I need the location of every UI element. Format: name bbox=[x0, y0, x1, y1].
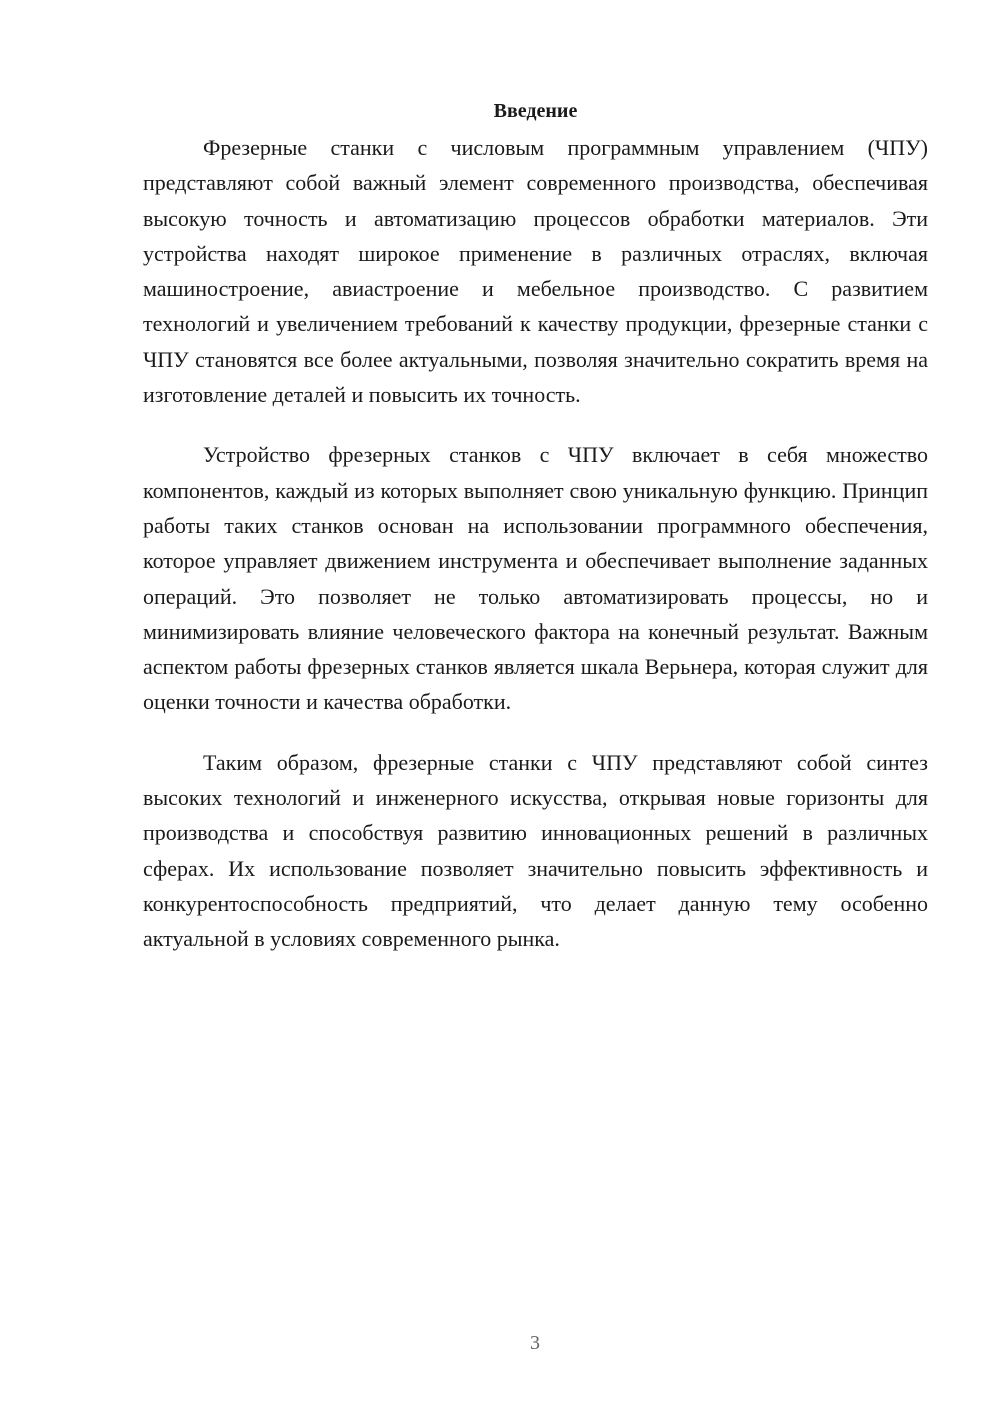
section-title: Введение bbox=[493, 100, 578, 122]
paragraph-design: Устройство фрезерных станков с ЧПУ включает в себя множество компонентов, каждый из которых выполняет свою уникальную функцию. Принцип работы таких станков основан на использовании программного обеспечения, которое управляет движением инструмента и обеспечивает выполнение заданных операций. Это позволяет не только автоматизировать процессы, но и минимизировать влияние человеческого фактора на конечный результат. Важным аспектом работы фрезерных станков является шкала Верьнера, которая служит для оценки точности и качества обработки. bbox=[143, 442, 928, 715]
page-number: 3 bbox=[530, 1332, 540, 1354]
paragraph-conclusion: Таким образом, фрезерные станки с ЧПУ представляют собой синтез высоких технологий и инженерного искусства, открывая новые горизонты для производства и способствуя развитию инновационных решений в различных сферах. Их использование позволяет значительно повысить эффективность и конкурентоспособность предприятий, что делает данную тему особенно актуальной в условиях современного рынка. bbox=[143, 749, 928, 952]
page-content bbox=[143, 94, 928, 982]
paragraph-intro: Фрезерные станки с числовым программным управлением (ЧПУ) представляют собой важный элемент современного производства, обеспечивая высокую точность и автоматизацию процессов обработки материалов. Эти устройства находят широкое применение в различных отраслях, включая машиностроение, авиастроение и мебельное производство. С развитием технологий и увеличением требований к качеству продукции, фрезерные станки с ЧПУ становятся все более актуальными, позволяя значительно сократить время на изготовление деталей и повысить их точность. bbox=[143, 135, 928, 408]
